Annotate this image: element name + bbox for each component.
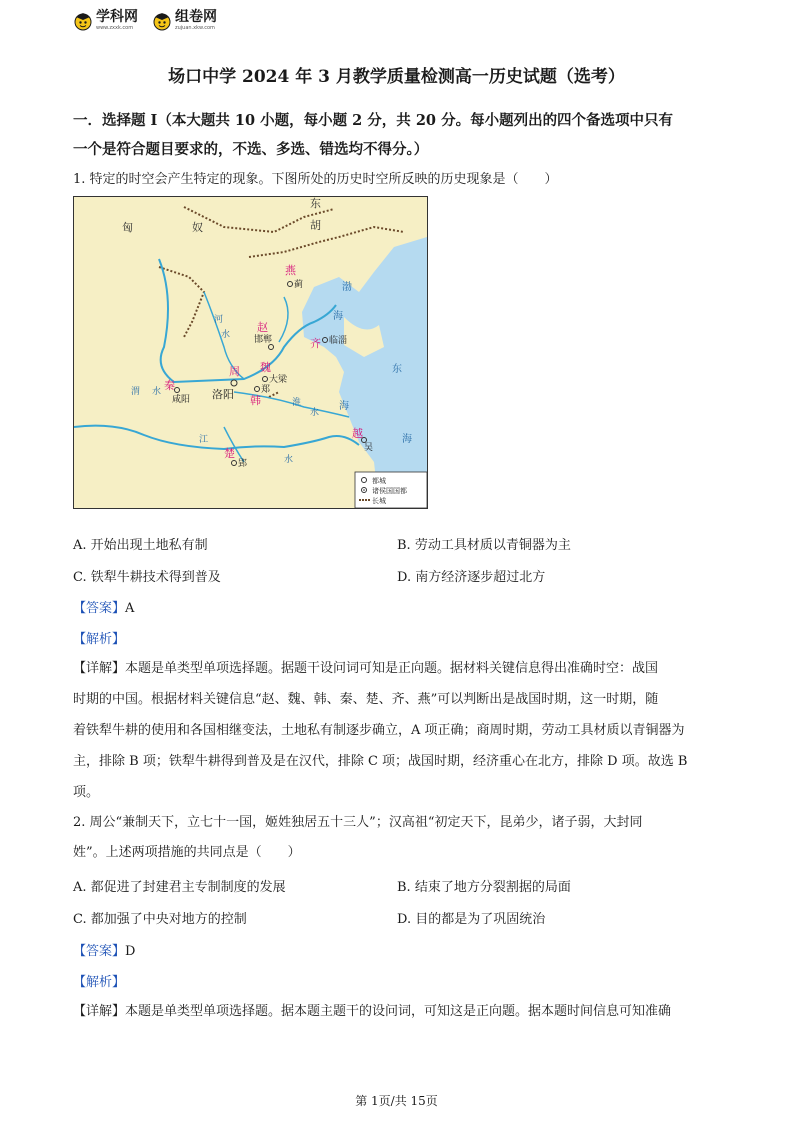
q1-option-d: D. 南方经济逐步超过北方 <box>397 570 546 585</box>
river-label: 江 <box>199 435 209 445</box>
header-logos <box>73 10 217 31</box>
detail-line <box>73 653 725 684</box>
q2-detail <box>73 996 725 1027</box>
answer-value: D <box>125 944 136 959</box>
river-label: 水 <box>284 455 294 465</box>
state-label: 魏 <box>260 361 271 374</box>
mascot-icon <box>73 11 93 31</box>
state-label: 越 <box>352 427 363 440</box>
q2-analysis-tag <box>73 971 125 990</box>
map-label: 奴 <box>192 221 203 234</box>
detail-text: 本题是单类型单项选择题。据本题主题干的设问词，可知这是正向题。据本题时间信息可知准确 <box>125 1004 672 1019</box>
state-label: 韩 <box>250 394 261 407</box>
section-heading-line: 一．选择题 I（本大题共 10 小题，每小题 2 分，共 20 分。每小题列出的四个备选项中只有 <box>73 112 674 129</box>
sea-label: 海 <box>339 401 349 412</box>
sea-label: 海 <box>333 311 343 322</box>
legend-label: 长城 <box>372 497 386 505</box>
city-label: 郢 <box>238 459 248 469</box>
q1-analysis-tag <box>73 628 125 647</box>
city-label: 大梁 <box>269 375 288 385</box>
river-label: 河 <box>214 315 224 325</box>
map-svg <box>74 197 427 508</box>
warring-states-map <box>73 196 428 509</box>
logo-url: zujuan.xkw.com <box>175 25 215 31</box>
detail-tag: 【详解】 <box>73 1004 126 1019</box>
q2-option-c: C. 都加强了中央对地方的控制 <box>73 912 247 927</box>
city-label: 洛阳 <box>212 388 234 401</box>
detail-line: 着铁犁牛耕的使用和各国相继变法，土地私有制逐步确立，A 项正确；商周时期，劳动工具材质以青铜器为 <box>73 723 685 738</box>
state-label: 秦 <box>164 379 175 392</box>
page-footer: 第 1页/共 15页 <box>355 1094 438 1108</box>
map-label: 匈 <box>122 221 133 234</box>
detail-line: 时期的中国。根据材料关键信息“赵、魏、韩、秦、楚、齐、燕”可以判断出是战国时期，这一时期，随 <box>73 692 659 707</box>
q1-detail <box>73 653 725 808</box>
logo-url: www.zxxk.com <box>96 25 134 31</box>
detail-line <box>73 996 725 1027</box>
q1-option-c: C. 铁犁牛耕技术得到普及 <box>73 570 221 585</box>
question-2-stem <box>73 808 723 868</box>
question-1-stem: 1. 特定的时空会产生特定的现象。下图所处的历史时空所反映的历史现象是（ ） <box>73 172 558 187</box>
q1-option-b: B. 劳动工具材质以青铜器为主 <box>397 538 571 553</box>
section-heading-line: 一个是符合题目要求的，不选、多选、错选均不得分。） <box>73 141 429 158</box>
analysis-tag: 【解析】 <box>73 975 126 990</box>
sea-label: 海 <box>402 434 412 445</box>
river-label: 水 <box>221 330 231 340</box>
state-label: 周 <box>229 365 240 378</box>
logo-name: 组卷网 <box>175 9 217 25</box>
detail-tag: 【详解】 <box>73 661 126 676</box>
legend-vassal-dot <box>363 489 365 491</box>
state-label: 齐 <box>310 337 321 350</box>
legend-label: 都城 <box>372 477 386 485</box>
river-label: 渭 <box>131 387 141 397</box>
section-heading <box>73 106 723 164</box>
legend-label: 诸侯国国都 <box>372 487 407 495</box>
zujuanwang-logo[interactable] <box>152 10 217 31</box>
detail-text: 本题是单类型单项选择题。据题干设问词可知是正向题。据材料关键信息得出准确时空：战国 <box>125 661 659 676</box>
city-label: 吴 <box>364 443 374 453</box>
state-label: 燕 <box>285 264 296 277</box>
river-label: 淮 <box>292 398 302 408</box>
map-label: 胡 <box>310 219 321 232</box>
q2-option-b: B. 结束了地方分裂割据的局面 <box>397 880 571 895</box>
q2-answer <box>73 940 135 959</box>
city-label: 蓟 <box>294 280 304 290</box>
city-label: 郑 <box>261 385 271 395</box>
q2-option-a: A. 都促进了封建君主专制制度的发展 <box>73 880 286 895</box>
xuekewang-logo[interactable] <box>73 10 138 31</box>
q1-option-a: A. 开始出现土地私有制 <box>73 538 208 553</box>
answer-tag: 【答案】 <box>73 601 126 616</box>
detail-line: 项。 <box>73 785 100 800</box>
city-label: 咸阳 <box>172 395 191 405</box>
map-label: 东 <box>310 197 321 210</box>
sea-label: 东 <box>392 364 402 375</box>
answer-tag: 【答案】 <box>73 944 126 959</box>
q2-option-d: D. 目的都是为了巩固统治 <box>397 912 546 927</box>
sea-label: 渤 <box>342 282 352 293</box>
logo-name: 学科网 <box>96 9 138 25</box>
city-label: 邯郸 <box>254 335 273 345</box>
analysis-tag: 【解析】 <box>73 632 126 647</box>
state-label: 楚 <box>224 447 235 460</box>
q1-answer <box>73 597 134 616</box>
stem-line: 2. 周公“兼制天下，立七十一国，姬姓独居五十三人”；汉高祖“初定天下，昆弟少，诸子弱，大封同 <box>73 815 643 830</box>
page-title: 场口中学 2024 年 3 月教学质量检测高一历史试题（选考） <box>168 67 625 87</box>
stem-line: 姓”。上述两项措施的共同点是（ ） <box>73 845 301 860</box>
city-label: 临淄 <box>329 336 348 346</box>
river-label: 水 <box>310 408 320 418</box>
detail-line: 主，排除 B 项；铁犁牛耕得到普及是在汉代，排除 C 项；战国时期，经济重心在北方，排除 D 项。故选 B <box>73 754 688 769</box>
mascot-icon <box>152 11 172 31</box>
river-label: 水 <box>152 387 162 397</box>
answer-value: A <box>125 601 135 616</box>
state-label: 赵 <box>257 321 268 334</box>
